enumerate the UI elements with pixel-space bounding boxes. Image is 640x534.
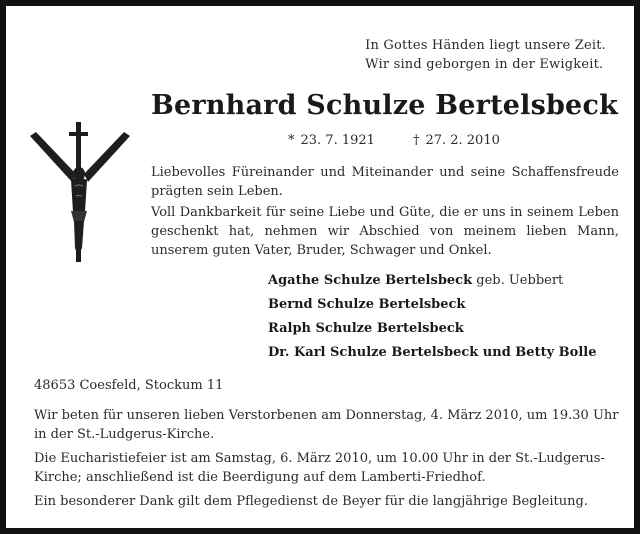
prayer-notice: Wir beten für unseren lieben Verstorbenen am Donnerstag, 4. März 2010, um 19.30 Uhr in der St.-Ludgerus-Kirche.: [34, 408, 619, 442]
address: 48653 Coesfeld, Stockum 11: [34, 378, 224, 393]
family-member: [268, 269, 596, 293]
thanks-notice: Ein besonderer Dank gilt dem Pflegedienst de Beyer für die langjährige Begleitung.: [34, 494, 588, 509]
birth-symbol: *: [288, 133, 295, 148]
family-member-note: geb. Uebbert: [472, 273, 564, 288]
family-member: [268, 317, 596, 341]
family-member-name: Ralph Schulze Bertelsbeck: [268, 321, 464, 336]
service-notice: Die Eucharistiefeier ist am Samstag, 6. März 2010, um 10.00 Uhr in der St.-Ludgerus-Kirche; anschließend ist die Beerdigung auf dem Lamberti-Friedhof.: [34, 451, 605, 485]
family-member-name: Agathe Schulze Bertelsbeck: [268, 273, 473, 288]
deceased-name: Bernhard Schulze Bertelsbeck: [151, 90, 618, 121]
death-symbol: †: [412, 133, 420, 148]
family-member-name: Dr. Karl Schulze Bertelsbeck und Betty Bolle: [268, 345, 597, 360]
family-member: [268, 293, 596, 317]
birth-date: 23. 7. 1921: [300, 133, 375, 148]
family-member: [268, 341, 596, 365]
crucifix-icon: [24, 116, 136, 266]
motto: [365, 36, 606, 74]
motto-line-2: Wir sind geborgen in der Ewigkeit.: [365, 57, 604, 72]
life-dates: [288, 133, 500, 148]
motto-line-1: In Gottes Händen liegt unsere Zeit.: [365, 38, 606, 53]
death-date: 27. 2. 2010: [425, 133, 500, 148]
family-member-name: Bernd Schulze Bertelsbeck: [268, 297, 466, 312]
family-list: [268, 269, 596, 365]
tribute-paragraph-2: Voll Dankbarkeit für seine Liebe und Güte, die er uns in seinem Leben geschenkt hat, nehmen wir Abschied von meinem lieben Mann, unserem guten Vater, Bruder, Schwager und Onkel.: [151, 205, 619, 258]
tribute-paragraph-1: Liebevolles Füreinander und Miteinander und seine Schaffensfreude prägten sein Leben.: [151, 165, 619, 199]
